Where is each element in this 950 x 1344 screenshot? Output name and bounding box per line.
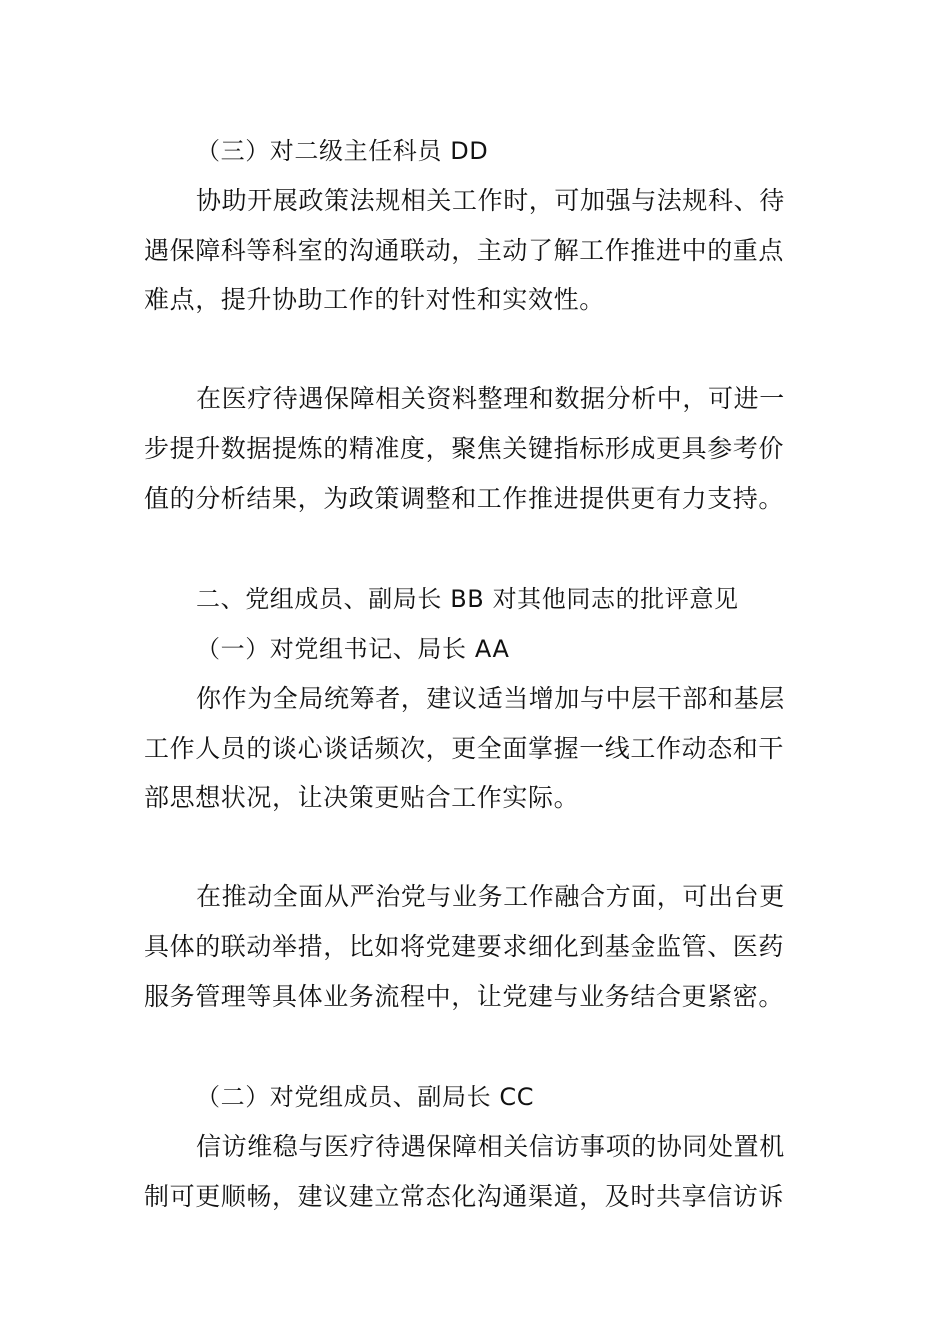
part-heading-2: 二、党组成员、副局长 BB 对其他同志的批评意见	[196, 585, 739, 613]
paragraph-line: 信访维稳与医疗待遇保障相关信访事项的协同处置机	[196, 1132, 785, 1161]
paragraph-line: 部思想状况，让决策更贴合工作实际。	[144, 783, 580, 812]
paragraph-line: 值的分析结果，为政策调整和工作推进提供更有力支持。	[144, 484, 785, 513]
paragraph-line: 制可更顺畅，建议建立常态化沟通渠道，及时共享信访诉	[144, 1182, 785, 1211]
paragraph-line: 你作为全局统筹者，建议适当增加与中层干部和基层	[196, 684, 785, 713]
paragraph-line: 具体的联动举措，比如将党建要求细化到基金监管、医药	[144, 932, 785, 961]
paragraph-line: 在医疗待遇保障相关资料整理和数据分析中，可进一	[196, 384, 785, 413]
sub-heading-1: （一）对党组书记、局长 AA	[196, 635, 510, 663]
paragraph-line: 协助开展政策法规相关工作时，可加强与法规科、待	[196, 186, 785, 215]
paragraph-line: 在推动全面从严治党与业务工作融合方面，可出台更	[196, 882, 785, 911]
paragraph-line: 难点，提升协助工作的针对性和实效性。	[144, 285, 605, 314]
paragraph-line: 工作人员的谈心谈话频次，更全面掌握一线工作动态和干	[144, 734, 785, 763]
paragraph-line: 遇保障科等科室的沟通联动，主动了解工作推进中的重点	[144, 236, 785, 265]
paragraph-line: 服务管理等具体业务流程中，让党建与业务结合更紧密。	[144, 982, 785, 1011]
sub-heading-2: （二）对党组成员、副局长 CC	[196, 1083, 535, 1111]
paragraph-line: 步提升数据提炼的精准度，聚焦关键指标形成更具参考价	[144, 434, 785, 463]
section-heading-3: （三）对二级主任科员 DD	[196, 137, 489, 165]
